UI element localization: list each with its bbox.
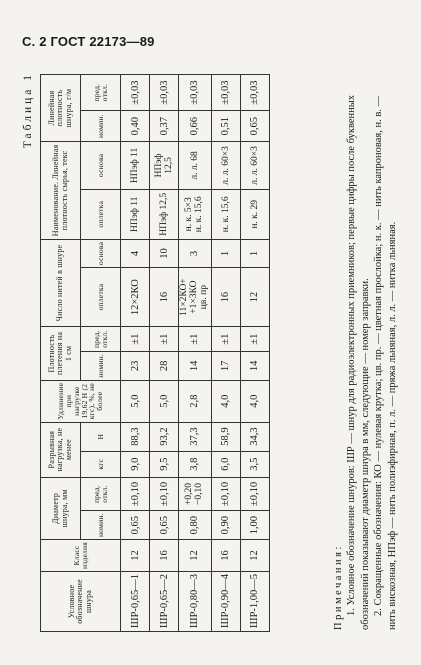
cell-ld-deviation: ±0,03 — [179, 75, 212, 111]
cell-dens-nominal: 14 — [179, 352, 212, 381]
cell-designation: ШР-0,65—1 — [121, 571, 150, 631]
cell-load-kgf: 6,0 — [211, 451, 240, 477]
cell-load-kgf: 3,8 — [179, 451, 212, 477]
cell-material-braid — [179, 189, 212, 239]
cell-threads-core: 10 — [150, 239, 179, 267]
cell-material-core: л. л. 60×3 — [240, 142, 269, 190]
cell-ld-nominal: 0,66 — [179, 111, 212, 142]
cell-dens-deviation: ±1 — [211, 327, 240, 352]
cell-elongation: 4,0 — [211, 380, 240, 422]
notes-section — [332, 74, 399, 630]
threads-braid-line: +1×3КО — [188, 280, 199, 314]
cell-threads-braid — [179, 268, 212, 327]
cell-class: 12 — [121, 540, 150, 572]
cell-ld-deviation: ±0,03 — [240, 75, 269, 111]
cell-ld-deviation: ±0,03 — [121, 75, 150, 111]
cell-designation: ШР-0,90—4 — [211, 571, 240, 631]
cell-diam-deviation: ±0,10 — [240, 477, 269, 511]
cell-diam-deviation: ±0,10 — [211, 477, 240, 511]
cell-dens-deviation: ±1 — [240, 327, 269, 352]
cell-elongation: 4,0 — [240, 380, 269, 422]
cell-ld-nominal: 0,51 — [211, 111, 240, 142]
cell-load-kgf: 3,5 — [240, 451, 269, 477]
cell-ld-nominal: 0,37 — [150, 111, 179, 142]
header-material-braid: оплетка — [81, 189, 121, 239]
cell-diam-deviation: ±0,10 — [121, 477, 150, 511]
cell-load-kgf: 9,0 — [121, 451, 150, 477]
specifications-table — [40, 74, 270, 632]
note-2: 2. Сокращенные обозначения: КО — нулевая крутка; цв. пр. — цветная прослойка; н. к. — нить капроновая, н. в. — нить вискозная, НПэф — нить полиэфирная, п. л. — пряжа льняная, л. л. — нитка льняная. — [373, 95, 398, 630]
page-header: С. 2 ГОСТ 22173—89 — [22, 34, 155, 49]
cell-threads-braid: 12 — [240, 268, 269, 327]
header-diam-deviation: пред. откл. — [81, 477, 121, 511]
diam-deviation-upper: +0,20 — [183, 483, 194, 505]
header-load: Разрывная нагрузка, не менее — [41, 422, 81, 477]
cell-dens-nominal: 23 — [121, 352, 150, 381]
header-dens-deviation: пред. откл. — [81, 327, 121, 352]
cell-material-core: НПэф 11 — [121, 142, 150, 190]
table-row — [240, 75, 269, 632]
cell-load-n: 58,9 — [211, 422, 240, 451]
cell-load-n: 93,2 — [150, 422, 179, 451]
cell-dens-nominal: 28 — [150, 352, 179, 381]
cell-designation: ШР-0,65—2 — [150, 571, 179, 631]
cell-diam-deviation — [179, 477, 212, 511]
header-diameter: Диаметр шнура, мм — [41, 477, 81, 539]
cell-material-core: НПэф 12,5 — [150, 142, 179, 190]
cell-material-braid: НПэф 11 — [121, 189, 150, 239]
material-braid-line: н. к. 15,6 — [193, 196, 204, 233]
header-raw-material: Наименование. Линейная плотность сырья, текс — [41, 142, 81, 240]
table-row — [179, 75, 212, 632]
cell-diam-nominal: 0,80 — [179, 511, 212, 540]
notes-title: Примечания: — [333, 544, 344, 630]
cell-designation: ШР-0,80—3 — [179, 571, 212, 631]
cell-diam-nominal: 0,65 — [150, 511, 179, 540]
note-1: 1. Условное обозначение шнуров: ШР — шнур для радиоэлектронных приемников; первые цифры после буквенных обозначений показывают диаметр шнура в мм, следующие — номер заправки. — [346, 94, 371, 630]
header-threads-core: основа — [81, 239, 121, 267]
table-row — [121, 75, 150, 632]
diam-deviation-lower: −0,10 — [193, 483, 204, 505]
cell-class: 12 — [240, 540, 269, 572]
cell-ld-nominal: 0,40 — [121, 111, 150, 142]
cell-material-core: л. л. 60×3 — [211, 142, 240, 190]
cell-elongation: 5,0 — [150, 380, 179, 422]
header-density: Плотность плетения на 1 см — [41, 327, 81, 381]
cell-dens-nominal: 14 — [240, 352, 269, 381]
cell-elongation: 5,0 — [121, 380, 150, 422]
rotated-table-page — [22, 72, 406, 632]
cell-threads-core: 1 — [240, 239, 269, 267]
header-material-core: основа — [81, 142, 121, 190]
cell-load-n: 37,3 — [179, 422, 212, 451]
threads-braid-line: цв. пр — [198, 285, 209, 310]
cell-load-kgf: 9,5 — [150, 451, 179, 477]
cell-threads-core: 3 — [179, 239, 212, 267]
cell-material-braid: НПэф 12,5 — [150, 189, 179, 239]
material-braid-line: н. к. 5×3 — [183, 197, 194, 232]
cell-threads-braid: 16 — [211, 268, 240, 327]
cell-class: 16 — [150, 540, 179, 572]
header-ld-nominal: номин. — [81, 111, 121, 142]
header-linear-density: Линейная плотность шнура, г/м — [41, 75, 81, 142]
cell-dens-nominal: 17 — [211, 352, 240, 381]
cell-load-n: 34,3 — [240, 422, 269, 451]
cell-dens-deviation: ±1 — [121, 327, 150, 352]
header-ld-deviation: пред. откл. — [81, 75, 121, 111]
table-row — [150, 75, 179, 632]
cell-class: 12 — [179, 540, 212, 572]
cell-diam-nominal: 1,00 — [240, 511, 269, 540]
cell-threads-core: 4 — [121, 239, 150, 267]
cell-elongation: 2,8 — [179, 380, 212, 422]
header-threads: Число нитей в шнуре — [41, 239, 81, 326]
table-row — [211, 75, 240, 632]
header-load-n: Н — [81, 422, 121, 451]
cell-designation: ШР-1,00—5 — [240, 571, 269, 631]
cell-threads-braid: 12×2КО — [121, 268, 150, 327]
header-class: Класс изделия — [41, 540, 121, 572]
cell-dens-deviation: ±1 — [179, 327, 212, 352]
header-threads-braid: оплетка — [81, 268, 121, 327]
cell-class: 16 — [211, 540, 240, 572]
cell-threads-core: 1 — [211, 239, 240, 267]
cell-material-core: л. л. 68 — [179, 142, 212, 190]
cell-ld-nominal: 0,65 — [240, 111, 269, 142]
cell-diam-deviation: ±0,10 — [150, 477, 179, 511]
cell-diam-nominal: 0,65 — [121, 511, 150, 540]
table-caption: Таблица 1 — [22, 72, 34, 149]
cell-diam-nominal: 0,90 — [211, 511, 240, 540]
cell-ld-deviation: ±0,03 — [150, 75, 179, 111]
cell-material-braid: н. к. 29 — [240, 189, 269, 239]
cell-dens-deviation: ±1 — [150, 327, 179, 352]
header-load-kgf: кгс — [81, 451, 121, 477]
header-elongation: Удлинение при нагрузке 19,62 Н (2 кгс), %, не более — [41, 380, 121, 422]
cell-threads-braid: 16 — [150, 268, 179, 327]
header-designation: Условное обозначение шнура — [41, 571, 121, 631]
cell-load-n: 88,3 — [121, 422, 150, 451]
threads-braid-line: 11×2КО+ — [179, 278, 189, 316]
cell-ld-deviation: ±0,03 — [211, 75, 240, 111]
cell-material-braid: н. к. 15,6 — [211, 189, 240, 239]
header-diam-nominal: номин. — [81, 511, 121, 540]
header-dens-nominal: номин. — [81, 352, 121, 381]
